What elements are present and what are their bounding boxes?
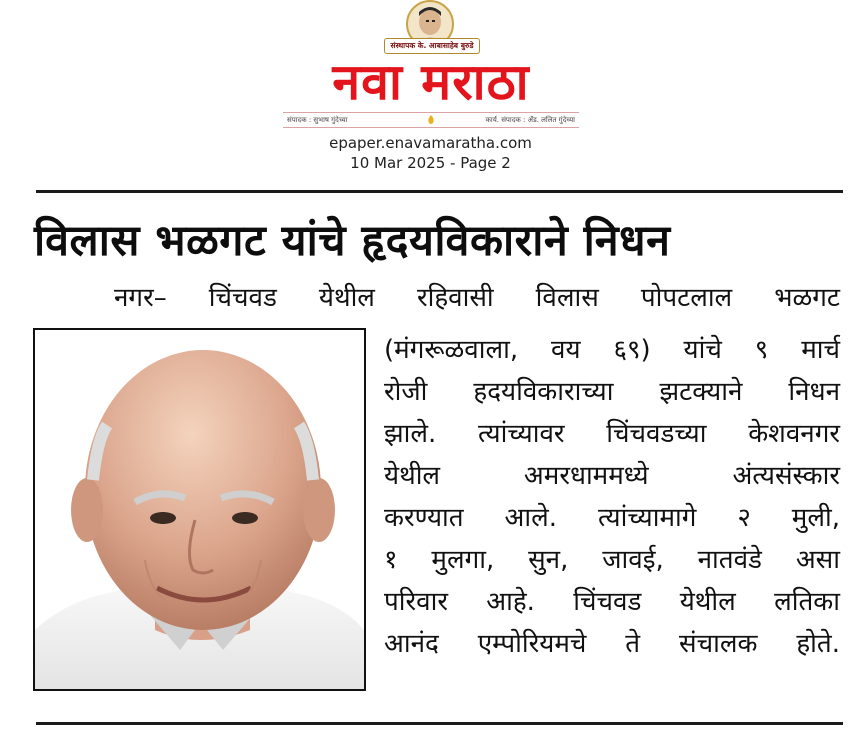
article-line-5: येथील अमरधाममध्ये अंत्यसंस्कार [384, 461, 840, 491]
article-line-6: करण्यात आले. त्यांच्यामागे २ मुली, [384, 503, 840, 533]
article-line-3: रोजी हदयविकाराच्या झटक्याने निधन [384, 377, 840, 407]
editor-left: संपादक : सुभाष गुंदेच्या [287, 116, 348, 124]
article-line-9: आनंद एम्पोरियमचे ते संचालक होते. [384, 629, 840, 659]
newspaper-logo: नवा मराठा [332, 53, 530, 111]
site-url: epaper.enavamaratha.com [329, 134, 532, 152]
masthead [0, 0, 861, 180]
bottom-rule [36, 722, 843, 725]
flame-icon [425, 115, 437, 125]
article-line-7: १ मुलगा, सुन, जावई, नातवंडे असा [384, 545, 840, 575]
editor-right: कार्य. संपादक : अँड. ललित गुंदेच्या [485, 116, 575, 124]
obituary-photo [33, 328, 366, 691]
editor-strip [283, 112, 579, 128]
article-line-4: झाले. त्यांच्यावर चिंचवडच्या केशवनगर [384, 419, 840, 449]
article-headline: विलास भळगट यांचे हृदयविकाराने निधन [34, 216, 671, 266]
founder-tagline: संस्थापक के. आबासाहेब बुरुडे [384, 38, 480, 54]
date-page: 10 Mar 2025 - Page 2 [350, 154, 511, 172]
article-line-1: नगर– चिंचवड येथील रहिवासी विलास पोपटलाल भळगट [114, 283, 840, 313]
article-line-2: (मंगरूळवाला, वय ६९) यांचे ९ मार्च [384, 335, 840, 365]
article-line-8: परिवार आहे. चिंचवड येथील लतिका [384, 587, 840, 617]
top-rule [36, 190, 843, 193]
